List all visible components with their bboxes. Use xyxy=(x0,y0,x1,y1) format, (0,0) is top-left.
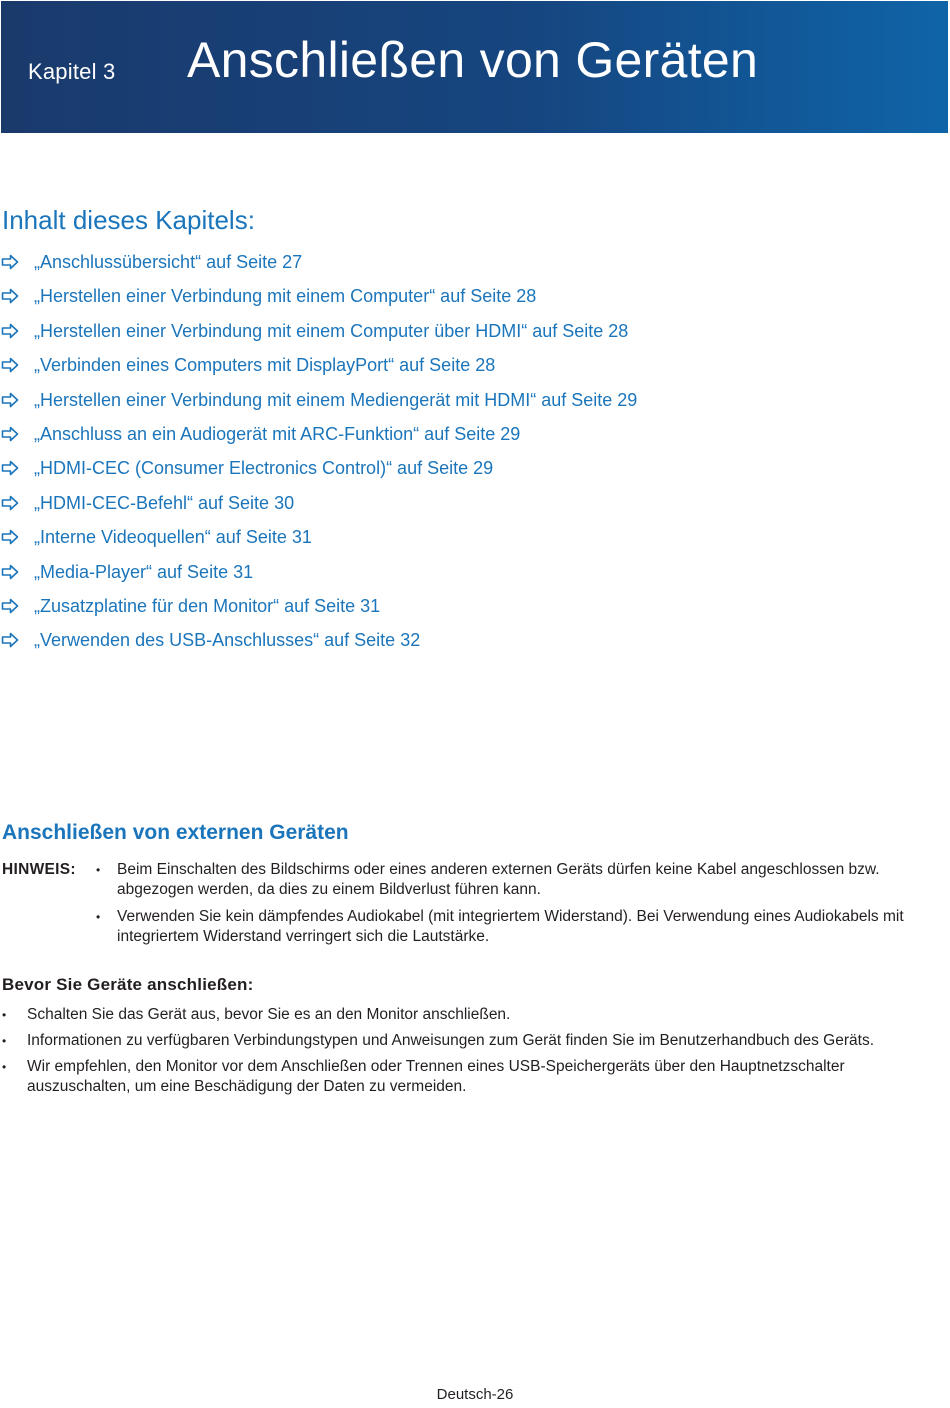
toc-item[interactable] xyxy=(0,558,637,592)
toc-heading: Inhalt dieses Kapitels: xyxy=(2,205,255,235)
outline-right-arrow-icon xyxy=(1,564,19,580)
before-item xyxy=(2,1057,942,1097)
outline-right-arrow-icon xyxy=(1,495,19,511)
page-footer: Deutsch-26 xyxy=(436,1386,514,1403)
bullet-icon: • xyxy=(96,863,101,877)
toc-item[interactable] xyxy=(0,282,637,316)
toc-item[interactable] xyxy=(0,454,637,488)
outline-right-arrow-icon xyxy=(1,598,19,614)
before-item xyxy=(2,1031,942,1051)
toc-link[interactable]: „Media-Player“ auf Seite 31 xyxy=(34,561,254,582)
toc-link[interactable]: „Herstellen einer Verbindung mit einem Mediengerät mit HDMI“ auf Seite 29 xyxy=(34,389,638,410)
toc-link[interactable]: „HDMI-CEC-Befehl“ auf Seite 30 xyxy=(34,492,295,513)
toc-item[interactable] xyxy=(0,248,637,282)
toc-item[interactable] xyxy=(0,386,637,420)
bullet-icon: • xyxy=(2,1034,7,1048)
outline-right-arrow-icon xyxy=(1,529,19,545)
outline-right-arrow-icon xyxy=(1,323,19,339)
toc-link[interactable]: „Herstellen einer Verbindung mit einem Computer über HDMI“ auf Seite 28 xyxy=(34,320,629,341)
toc-link[interactable]: „Anschlussübersicht“ auf Seite 27 xyxy=(34,252,303,272)
section-heading: Anschließen von externen Geräten xyxy=(2,821,349,844)
before-heading: Bevor Sie Geräte anschließen: xyxy=(2,975,254,994)
toc-link[interactable]: „Zusatzplatine für den Monitor“ auf Seite 31 xyxy=(34,595,381,616)
toc-link[interactable]: „Interne Videoquellen“ auf Seite 31 xyxy=(34,527,312,548)
chapter-header-banner xyxy=(1,1,948,133)
before-text: Wir empfehlen, den Monitor vor dem Anschließen oder Trennen eines USB-Speichergeräts über den Hauptnetzschalter auszuschalten, um eine Beschädigung der Daten zu vermeiden. xyxy=(27,1058,845,1095)
note-label: HINWEIS: xyxy=(2,861,76,878)
before-text: Informationen zu verfügbaren Verbindungstypen und Anweisungen zum Gerät finden Sie im Benutzerhandbuch des Geräts. xyxy=(27,1032,875,1049)
note-item xyxy=(96,907,942,947)
before-item xyxy=(2,1005,942,1025)
before-list xyxy=(2,1005,942,1103)
note-text: Verwenden Sie kein dämpfendes Audiokabel (mit integriertem Widerstand). Bei Verwendung eines Audiokabels mit integriertem Widerstand verringert sich die Lautstärke. xyxy=(117,908,904,945)
bullet-icon: • xyxy=(2,1008,7,1022)
outline-right-arrow-icon xyxy=(1,632,19,648)
toc-link[interactable]: „HDMI-CEC (Consumer Electronics Control)“ auf Seite 29 xyxy=(34,458,494,479)
toc-item[interactable] xyxy=(0,523,637,557)
note-text: Beim Einschalten des Bildschirms oder eines anderen externen Geräts dürfen keine Kabel angeschlossen bzw. abgezogen werden, da dies zu einem Bildverlust führen kann. xyxy=(117,861,880,898)
bullet-icon: • xyxy=(2,1060,7,1074)
chapter-title: Anschließen von Geräten xyxy=(187,32,759,88)
toc-link[interactable]: „Anschluss an ein Audiogerät mit ARC-Funktion“ auf Seite 29 xyxy=(34,423,521,444)
toc-list xyxy=(0,248,637,661)
outline-right-arrow-icon xyxy=(1,357,19,373)
note-item xyxy=(96,860,942,900)
note-list xyxy=(96,860,942,954)
toc-link[interactable]: „Herstellen einer Verbindung mit einem Computer“ auf Seite 28 xyxy=(34,286,537,307)
toc-link[interactable]: „Verbinden eines Computers mit DisplayPort“ auf Seite 28 xyxy=(34,355,496,376)
bullet-icon: • xyxy=(96,910,101,924)
toc-item[interactable] xyxy=(0,351,637,385)
toc-item[interactable] xyxy=(0,592,637,626)
outline-right-arrow-icon xyxy=(1,254,19,270)
toc-item[interactable] xyxy=(0,317,637,351)
outline-right-arrow-icon xyxy=(1,392,19,408)
toc-item[interactable] xyxy=(0,420,637,454)
toc-item[interactable] xyxy=(0,626,637,660)
chapter-label: Kapitel 3 xyxy=(28,59,116,84)
outline-right-arrow-icon xyxy=(1,426,19,442)
outline-right-arrow-icon xyxy=(1,460,19,476)
before-text: Schalten Sie das Gerät aus, bevor Sie es an den Monitor anschließen. xyxy=(27,1006,511,1023)
outline-right-arrow-icon xyxy=(1,288,19,304)
toc-link[interactable]: „Verwenden des USB-Anschlusses“ auf Seite 32 xyxy=(34,630,421,651)
toc-item[interactable] xyxy=(0,489,637,523)
